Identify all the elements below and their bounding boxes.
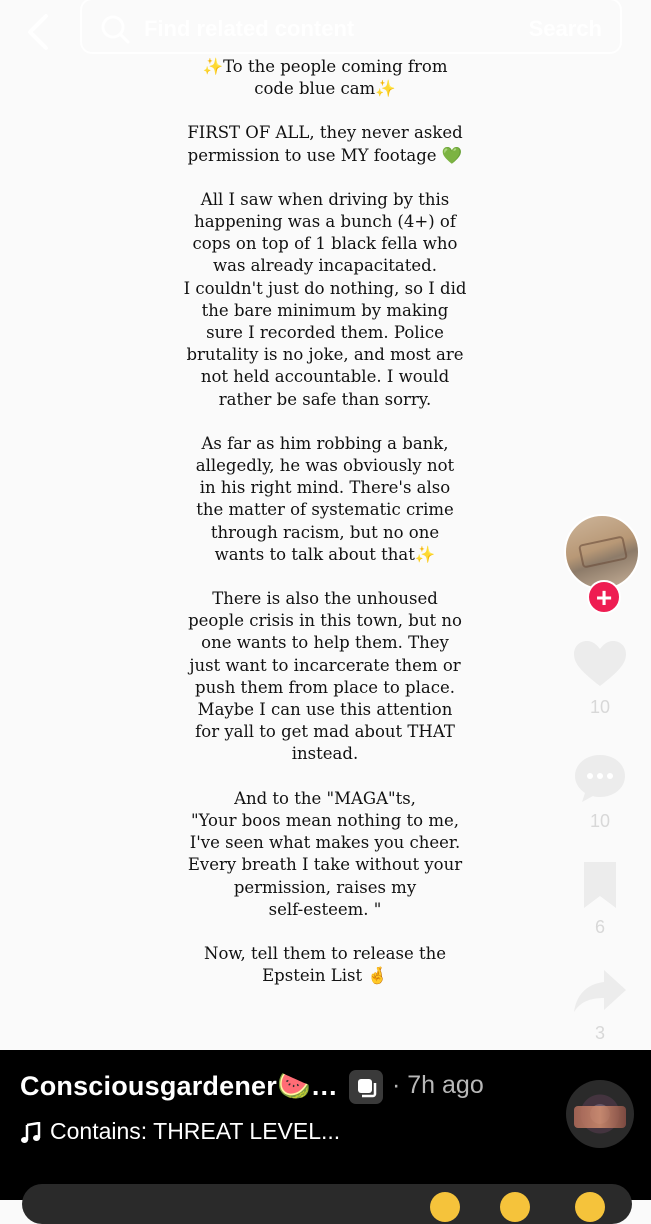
chevron-left-icon: [22, 12, 56, 52]
sound-title: Contains: THREAT LEVEL...: [50, 1118, 341, 1144]
search-input[interactable]: [80, 0, 622, 54]
share-count: 3: [594, 1023, 605, 1043]
photo-stack-icon: [349, 1070, 383, 1104]
top-bar: [0, 0, 651, 60]
back-button[interactable]: [22, 12, 56, 52]
emoji-reaction-button[interactable]: [430, 1192, 460, 1222]
bookmark-count: 6: [594, 917, 605, 937]
caption-paragraph: And to the "MAGA"ts, "Your boos mean nothing to me, I've seen what makes you cheer. Every breath I take without your permission, raises my self-esteem. ": [187, 788, 463, 919]
follow-button[interactable]: +: [587, 580, 621, 614]
caption-paragraph: FIRST OF ALL, they never asked permission to use MY footage 💚: [187, 123, 463, 165]
like-button[interactable]: [560, 640, 640, 718]
bottom-info-bar: [0, 1050, 651, 1200]
caption-paragraph: ✨To the people coming from code blue cam✨: [202, 57, 448, 99]
heart-icon: [572, 640, 628, 690]
post-caption-text: [150, 56, 500, 1009]
avatar[interactable]: [564, 514, 640, 590]
comment-button[interactable]: [560, 752, 640, 832]
caption-paragraph: All I saw when driving by this happening was a bunch (4+) of cops on top of 1 black fella who was already incapacitated. I couldn't just do nothing, so I did the bare minimum by making sure I recorded them. Police brutality is no joke, and most are not held accountable. I would rather be safe than sorry.: [183, 189, 467, 409]
sound-row[interactable]: [20, 1118, 340, 1145]
bookmark-icon: [572, 860, 628, 910]
search-button[interactable]: Search: [528, 16, 602, 41]
search-icon: [100, 14, 130, 44]
emoji-reaction-button[interactable]: [575, 1192, 605, 1222]
search-placeholder: Find related content: [144, 16, 355, 41]
creator-avatar[interactable]: [564, 514, 638, 613]
caption-paragraph: There is also the unhoused people crisis in this town, but no one wants to help them. They just want to incarcerate them or push them from place to place. Maybe I can use this attention for yall to get mad about THAT instead.: [188, 589, 462, 764]
comment-icon: [572, 752, 628, 804]
comment-count: 10: [589, 811, 611, 831]
comment-input-bar[interactable]: [22, 1184, 632, 1224]
share-arrow-icon: [572, 966, 628, 1016]
sound-disc[interactable]: [566, 1080, 634, 1148]
music-note-icon: [20, 1122, 42, 1144]
like-count: 10: [589, 697, 611, 717]
bookmark-button[interactable]: [560, 860, 640, 938]
post-time: · 7h ago: [392, 1071, 484, 1099]
username[interactable]: Consciousgardener🍉…: [20, 1071, 338, 1101]
caption-paragraph: Now, tell them to release the Epstein List 🤞: [204, 943, 446, 986]
caption-paragraph: As far as him robbing a bank, allegedly, he was obviously not in his right mind. There's also the matter of systematic crime through racism, but no one wants to talk about that✨: [195, 433, 455, 564]
emoji-reaction-button[interactable]: [500, 1192, 530, 1222]
share-button[interactable]: [560, 966, 640, 1044]
